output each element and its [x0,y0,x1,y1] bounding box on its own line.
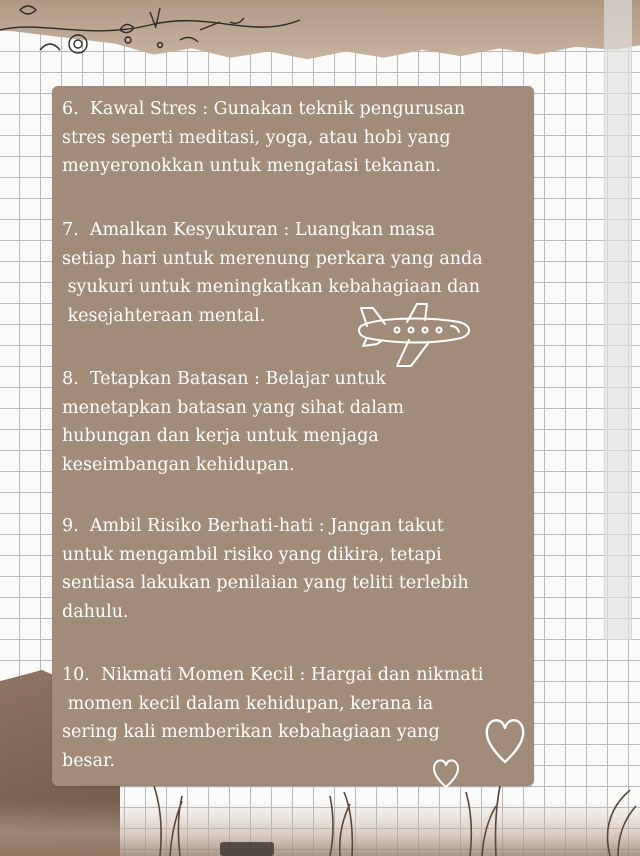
heart-doodle-icon [430,756,462,790]
tip-item-6: 6. Kawal Stres : Gunakan teknik pengurusan stres seperti meditasi, yoga, atau hobi yang menyeronokkan untuk mengatasi tekanan. [62,99,466,176]
washi-tape [604,0,632,640]
tip-item-7: 7. Amalkan Kesyukuran : Luangkan masa setiap hari untuk merenung perkara yang anda syukuri untuk meningkatkan kebahagiaan dan kesejahteraan mental. [62,220,483,326]
heart-doodle-icon [482,714,528,766]
grass-sketch-icon [140,780,640,856]
tip-item-10: 10. Nikmati Momen Kecil : Hargai dan nikmati momen kecil dalam kehidupan, kerana ia sering kali memberikan kebahagiaan yang besar. [62,665,484,771]
airplane-doodle-icon [355,298,477,370]
floral-sketch-icon [0,0,300,70]
tip-item-8: 8. Tetapkan Batasan : Belajar untuk menetapkan batasan yang sihat dalam hubungan dan kerja untuk menjaga keseimbangan kehidupan. [62,369,404,475]
tip-item-9: 9. Ambil Risiko Berhati-hati : Jangan takut untuk mengambil risiko yang dikira, tetapi sentiasa lakukan penilaian yang teliti terlebih dahulu. [62,516,469,622]
